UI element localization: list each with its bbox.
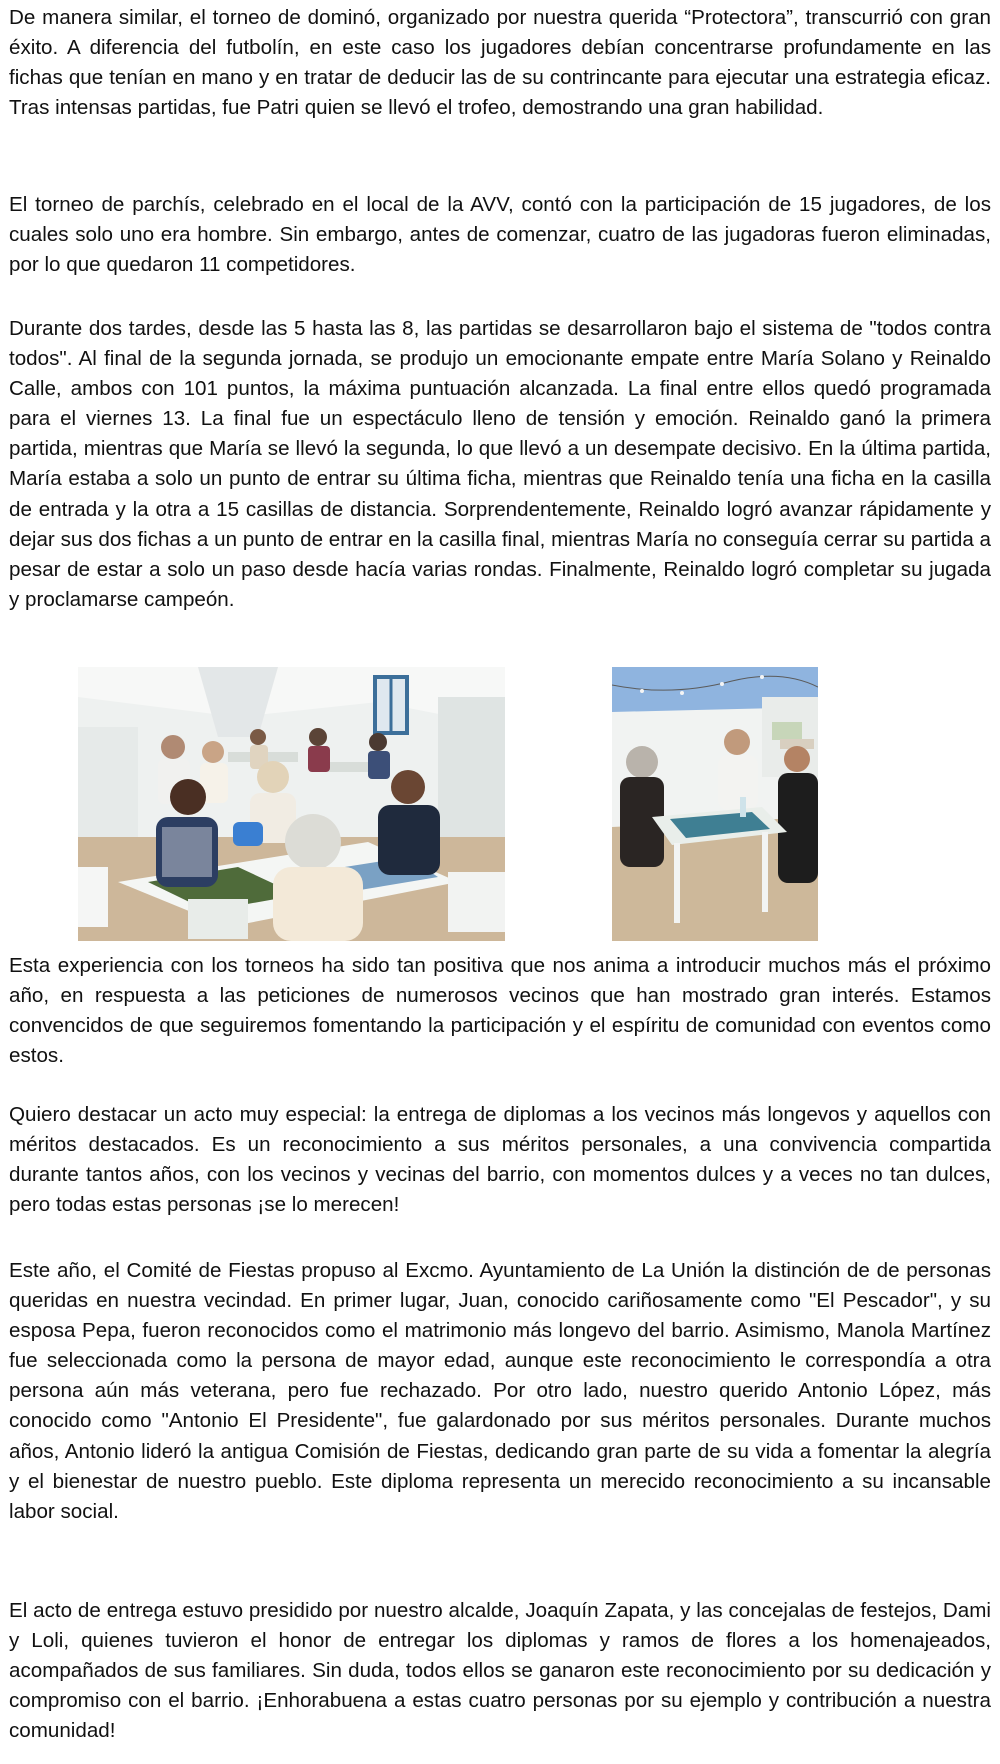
paragraph-tournament-experience: Esta experiencia con los torneos ha sido tan positiva que nos anima a introducir muchos más el próximo año, en respuesta a las peticiones de numerosos vecinos que han mostrado gran interés. Estamos convencidos de que seguiremos fomentando la participación y el espíritu de comunidad con eventos como estos. [9,954,991,1068]
paragraph-honorees: Este año, el Comité de Fiestas propuso al Excmo. Ayuntamiento de La Unión la distinción de de personas queridas en nuestra vecindad. En primer lugar, Juan, conocido cariñosamente como "El Pescador", y su esposa Pepa, fueron reconocidos como el matrimonio más longevo del barrio. Asimismo, Manola Martínez fue seleccionada como la persona de mayor edad, aunque este reconocimiento le correspondía a otra persona aún más veterana, pero fue rechazado. Por otro lado, nuestro querido Antonio López, más conocido como "Antonio El Presidente", fue galardonado por sus méritos personales. Durante muchos años, Antonio lideró la antigua Comisión de Fiestas, dedicando gran parte de su vida a fomentar la alegría y el bienestar de nuestro pueblo. Este diploma representa un merecido reconocimiento a su incansable labor social. [9,1259,991,1523]
paragraph-parchis-tournament: El torneo de parchís, celebrado en el local de la AVV, contó con la participación de 15 jugadores, de los cuales solo uno era hombre. Sin embargo, antes de comenzar, cuatro de las jugadoras fueron eliminadas, por lo que quedaron 11 competidores. [9,193,991,277]
paragraph-domino-tournament: De manera similar, el torneo de dominó, organizado por nuestra querida “Protectora”, transcurrió con gran éxito. A diferencia del futbolín, en este caso los jugadores debían concentrarse profundamente en las fichas que tenían en mano y en tratar de deducir las de su contrincante para ejecutar una estrategia eficaz. Tras intensas partidas, fue Patri quien se llevó el trofeo, demostrando una gran habilidad. [9,6,991,120]
parchis-tournament-photo [78,667,505,941]
domino-tournament-photo [612,667,818,941]
paragraph-parchis-final: Durante dos tardes, desde las 5 hasta las 8, las partidas se desarrollaron bajo el sistema de "todos contra todos". Al final de la segunda jornada, se produjo un emocionante empate entre María Solano y Reinaldo Calle, ambos con 101 puntos, la máxima puntuación alcanzada. La final entre ellos quedó programada para el viernes 13. La final fue un espectáculo lleno de tensión y emoción. Reinaldo ganó la primera partida, mientras que María se llevó la segunda, lo que llevó a un desempate decisivo. En la última partida, María estaba a solo un punto de entrar su última ficha, mientras que Reinaldo tenía una ficha en la casilla de entrada y la otra a 15 casillas de distancia. Sorprendentemente, Reinaldo logró avanzar rápidamente y dejar sus dos fichas a un punto de entrar en la casilla final, mientras María no conseguía cerrar su partida a pesar de estar a solo un paso desde hacía varias rondas. Finalmente, Reinaldo logró completar su jugada y proclamarse campeón. [9,317,991,611]
paragraph-ceremony: El acto de entrega estuvo presidido por nuestro alcalde, Joaquín Zapata, y las concejalas de festejos, Dami y Loli, quienes tuvieron el honor de entregar los diplomas y ramos de flores a los homenajeados, acompañados de sus familiares. Sin duda, todos ellos se ganaron este reconocimiento por su dedicación y compromiso con el barrio. ¡Enhorabuena a estas cuatro personas por su ejemplo y contribución a nuestra comunidad! [9,1599,991,1743]
paragraph-diplomas: Quiero destacar un acto muy especial: la entrega de diplomas a los vecinos más longevos y aquellos con méritos destacados. Es un reconocimiento a sus méritos personales, a una convivencia compartida durante tantos años, con los vecinos y vecinas del barrio, con momentos dulces y a veces no tan dulces, pero todas estas personas ¡se lo merecen! [9,1103,991,1217]
domino-photo-illustration [612,667,818,941]
parchis-photo-illustration [78,667,505,941]
